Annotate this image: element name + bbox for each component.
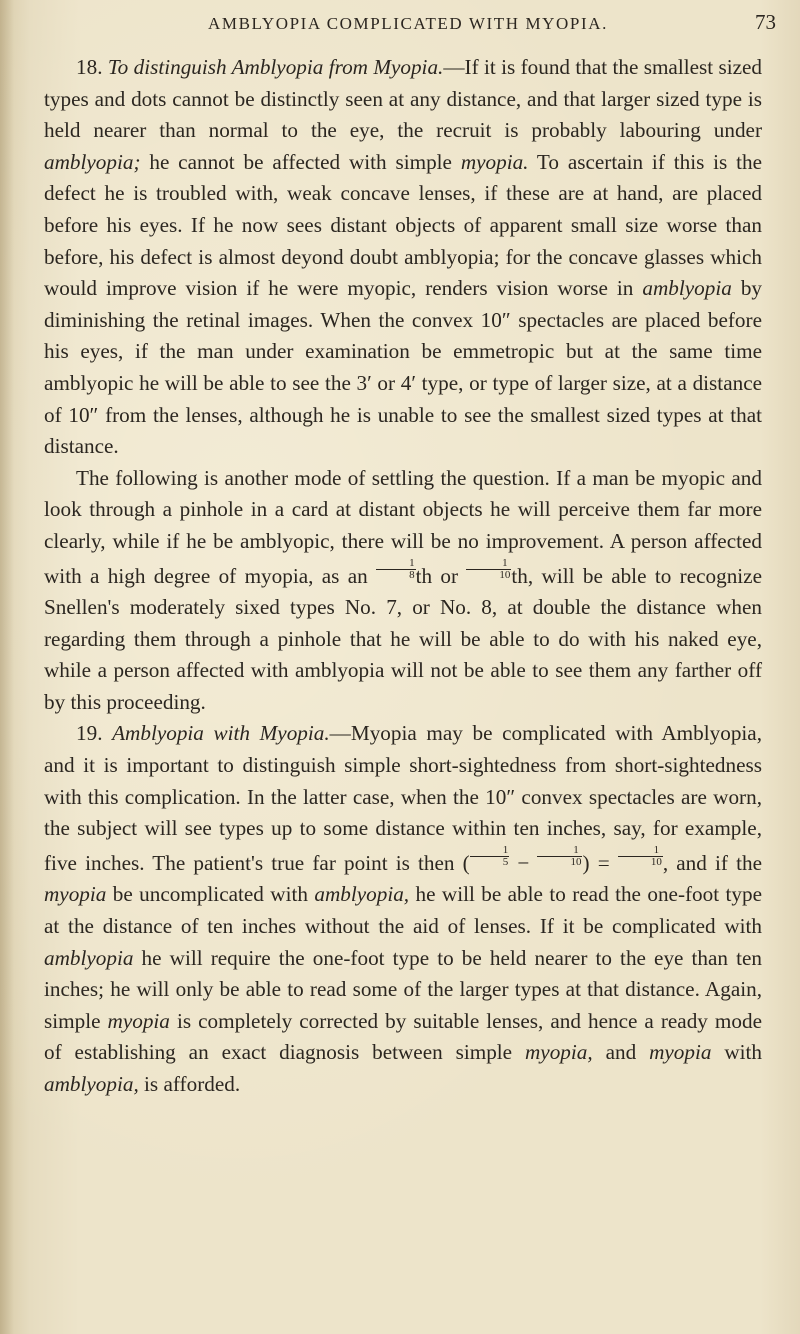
paragraph-18 xyxy=(44,52,762,463)
paragraph-text: he will require the one-foot type to be held nearer to the eye than ten inches; he will only be able to read some of the larger types at that distance. Again, simple xyxy=(44,945,762,1033)
running-title: AMBLYOPIA COMPLICATED WITH MYOPIA. xyxy=(208,14,608,33)
emphasis-term: amblyopia; xyxy=(44,149,141,174)
minus-sign: − xyxy=(509,850,538,875)
paragraph-text: The following is another mode of settling the question. If a man be myopic and look through a pinhole in a card at distant objects he will perceive them far more clearly, while if he be amblyopic, there will be no improvement. A person affected with a high degree of myopia, as an xyxy=(44,465,762,588)
paragraph-title: Amblyopia with Myopia. xyxy=(112,721,330,746)
page-header xyxy=(40,10,776,44)
emphasis-term: amblyopia xyxy=(44,945,134,970)
paragraph-text: —If it is found that the smallest sized types and dots cannot be distinctly seen at any distance, and that larger sized type is held nearer than normal to the eye, the recruit is probably labouring under xyxy=(44,55,763,143)
paragraph-text: be uncomplicated with xyxy=(106,882,315,907)
paragraph-text: is afforded. xyxy=(138,1072,241,1096)
fraction: $\frac{1}{8}$ xyxy=(376,558,416,581)
paragraph-text: and xyxy=(592,1040,650,1065)
paragraph-text: —Myopia may be complicated with Amblyopia, and it is important to distinguish simple short-sightedness from short-sightedness with this complication. In the latter case, when the 10″ convex spectacles are worn, the subject will see types up to some distance within ten inches, say, for example, five inches. The patient's true far point is then ( xyxy=(44,721,763,875)
emphasis-term: amblyopia xyxy=(642,276,732,301)
paragraph-number: 19. xyxy=(76,721,103,746)
page-number: 73 xyxy=(755,10,776,34)
paragraph-text: , and if the xyxy=(662,850,762,875)
emphasis-term: myopia xyxy=(107,1008,170,1033)
paragraph-text: he will be able to read the one-foot type at the distance of ten inches without the aid of lenses. If it be complicated with xyxy=(44,882,763,939)
paragraph-text: To ascertain if this is the defect he is troubled with, weak concave lenses, if these are at hand, are placed before his eyes. If he now sees distant objects of apparent small size worse than before, his defect is almost deyond doubt amblyopia; for the concave glasses which would improve vision if he were myopic, renders vision worse in xyxy=(44,149,763,301)
paragraph-number: 18. xyxy=(76,55,103,79)
fraction: $\frac{1}{5}$ xyxy=(470,845,510,868)
emphasis-term: myopia xyxy=(649,1040,712,1065)
paragraph-pinhole-test xyxy=(44,463,762,719)
paragraph-text: is completely corrected by suitable lenses, and hence a ready mode of establishing an exact diagnosis between simple xyxy=(44,1008,762,1065)
paragraph-text: th or xyxy=(415,563,467,588)
paragraph-text: th, will be able to recognize Snellen's moderately sixed types No. 7, or No. 8, at double the distance when regarding them through a pinhole that he will be able to do with his naked eye, while a person affected with amblyopia will not be able to see them any farther off by this proceeding. xyxy=(44,563,762,714)
fraction: $\frac{1}{10}$ xyxy=(537,845,582,868)
paragraph-text: by diminishing the retinal images. When the convex 10″ spectacles are placed before his eyes, if the man under examination be emmetropic but at the same time amblyopic he will be able to see the 3′ or 4′ type, or type of larger size, at a distance of 10″ from the lenses, although he is unable to see the smallest sized types at that distance. xyxy=(44,276,763,459)
paragraph-text: he cannot be affected with simple xyxy=(140,149,461,174)
emphasis-term: myopia, xyxy=(525,1040,593,1065)
emphasis-term: amblyopia, xyxy=(314,882,410,907)
paragraph-title: To distinguish Amblyopia from Myopia. xyxy=(107,55,444,79)
page-body xyxy=(44,52,762,1101)
fraction: $\frac{1}{10}$ xyxy=(466,558,511,581)
emphasis-term: amblyopia, xyxy=(44,1072,139,1096)
emphasis-term: myopia xyxy=(44,882,107,907)
paragraph-text: with xyxy=(711,1040,763,1065)
fraction: $\frac{1}{10}$ xyxy=(618,845,663,868)
equals-sign: ) = xyxy=(582,850,618,875)
emphasis-term: myopia. xyxy=(460,149,529,174)
paragraph-19 xyxy=(44,718,762,1100)
